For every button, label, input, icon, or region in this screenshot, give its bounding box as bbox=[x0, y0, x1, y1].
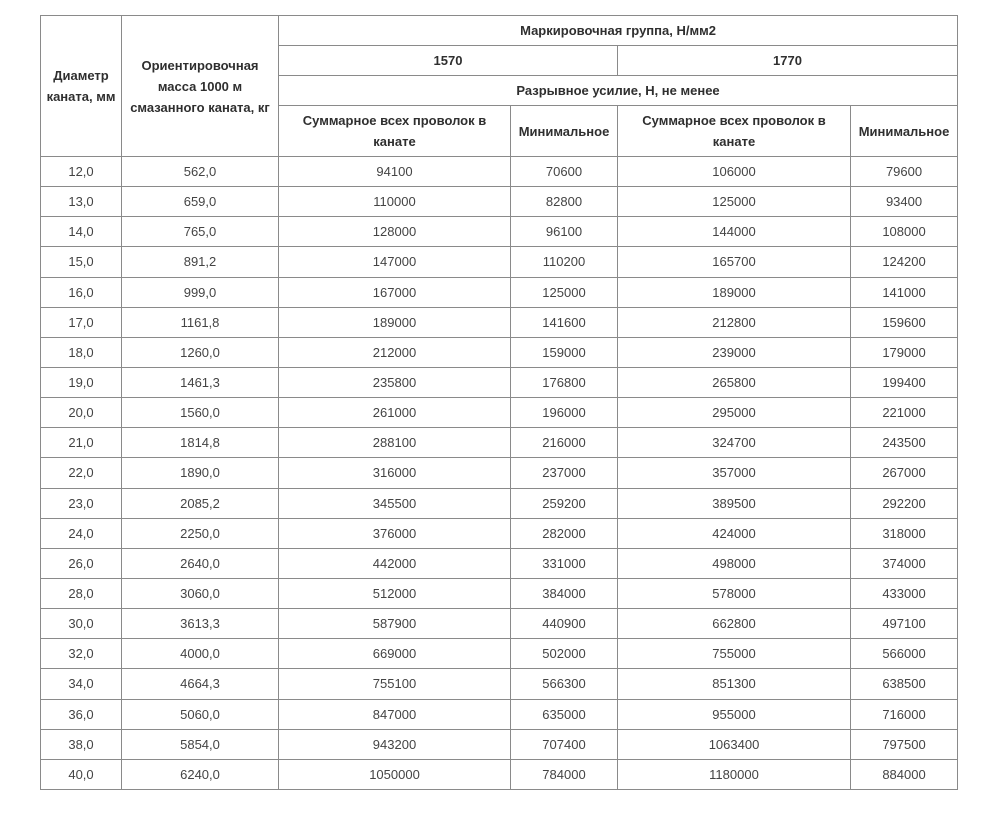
cell-min-1570: 707400 bbox=[511, 729, 618, 759]
cell-mass: 1161,8 bbox=[122, 307, 279, 337]
cell-diameter: 12,0 bbox=[41, 157, 122, 187]
cell-diameter: 15,0 bbox=[41, 247, 122, 277]
cell-total-1770: 1063400 bbox=[618, 729, 851, 759]
cell-min-1570: 282000 bbox=[511, 518, 618, 548]
cell-min-1570: 216000 bbox=[511, 428, 618, 458]
table-row bbox=[41, 428, 958, 458]
cell-min-1570: 96100 bbox=[511, 217, 618, 247]
table-row bbox=[41, 157, 958, 187]
header-min-1570: Минимальное bbox=[511, 106, 618, 157]
cell-diameter: 23,0 bbox=[41, 488, 122, 518]
cell-diameter: 26,0 bbox=[41, 548, 122, 578]
cell-total-1570: 512000 bbox=[279, 578, 511, 608]
cell-min-1770: 199400 bbox=[851, 367, 958, 397]
cell-min-1570: 259200 bbox=[511, 488, 618, 518]
cell-min-1570: 331000 bbox=[511, 548, 618, 578]
cell-min-1570: 159000 bbox=[511, 337, 618, 367]
cell-min-1770: 79600 bbox=[851, 157, 958, 187]
table-row bbox=[41, 669, 958, 699]
cell-diameter: 24,0 bbox=[41, 518, 122, 548]
cell-mass: 999,0 bbox=[122, 277, 279, 307]
table-row bbox=[41, 609, 958, 639]
cell-total-1770: 851300 bbox=[618, 669, 851, 699]
cell-total-1570: 110000 bbox=[279, 187, 511, 217]
cell-diameter: 34,0 bbox=[41, 669, 122, 699]
cell-min-1770: 179000 bbox=[851, 337, 958, 367]
table-row bbox=[41, 217, 958, 247]
table-header bbox=[41, 16, 958, 157]
cell-total-1770: 662800 bbox=[618, 609, 851, 639]
cell-total-1570: 189000 bbox=[279, 307, 511, 337]
cell-min-1570: 110200 bbox=[511, 247, 618, 277]
cell-total-1770: 578000 bbox=[618, 578, 851, 608]
cell-min-1570: 566300 bbox=[511, 669, 618, 699]
table-row bbox=[41, 337, 958, 367]
table-row bbox=[41, 488, 958, 518]
cell-total-1770: 265800 bbox=[618, 367, 851, 397]
cell-min-1770: 566000 bbox=[851, 639, 958, 669]
cell-min-1770: 243500 bbox=[851, 428, 958, 458]
cell-mass: 2640,0 bbox=[122, 548, 279, 578]
cell-min-1570: 502000 bbox=[511, 639, 618, 669]
table-row bbox=[41, 398, 958, 428]
cell-total-1570: 847000 bbox=[279, 699, 511, 729]
cell-diameter: 32,0 bbox=[41, 639, 122, 669]
cell-diameter: 16,0 bbox=[41, 277, 122, 307]
table-row bbox=[41, 367, 958, 397]
cell-total-1570: 345500 bbox=[279, 488, 511, 518]
cell-min-1770: 797500 bbox=[851, 729, 958, 759]
table-row bbox=[41, 307, 958, 337]
cell-total-1570: 128000 bbox=[279, 217, 511, 247]
cell-min-1770: 433000 bbox=[851, 578, 958, 608]
cell-total-1570: 235800 bbox=[279, 367, 511, 397]
table-row bbox=[41, 548, 958, 578]
cell-total-1770: 424000 bbox=[618, 518, 851, 548]
cell-total-1770: 324700 bbox=[618, 428, 851, 458]
cell-total-1770: 212800 bbox=[618, 307, 851, 337]
cell-total-1770: 295000 bbox=[618, 398, 851, 428]
cell-min-1570: 784000 bbox=[511, 759, 618, 789]
cell-diameter: 17,0 bbox=[41, 307, 122, 337]
cell-min-1770: 716000 bbox=[851, 699, 958, 729]
table-row bbox=[41, 578, 958, 608]
cell-min-1770: 124200 bbox=[851, 247, 958, 277]
cell-total-1770: 106000 bbox=[618, 157, 851, 187]
table-row bbox=[41, 187, 958, 217]
cell-total-1770: 189000 bbox=[618, 277, 851, 307]
cell-total-1770: 955000 bbox=[618, 699, 851, 729]
cell-total-1570: 288100 bbox=[279, 428, 511, 458]
cell-total-1770: 755000 bbox=[618, 639, 851, 669]
cell-mass: 3613,3 bbox=[122, 609, 279, 639]
cell-min-1770: 141000 bbox=[851, 277, 958, 307]
table-row bbox=[41, 247, 958, 277]
cell-total-1570: 755100 bbox=[279, 669, 511, 699]
cell-diameter: 21,0 bbox=[41, 428, 122, 458]
header-group-1570: 1570 bbox=[279, 46, 618, 76]
cell-diameter: 18,0 bbox=[41, 337, 122, 367]
cell-mass: 562,0 bbox=[122, 157, 279, 187]
cell-min-1570: 635000 bbox=[511, 699, 618, 729]
cell-min-1570: 237000 bbox=[511, 458, 618, 488]
cell-mass: 4664,3 bbox=[122, 669, 279, 699]
table-row bbox=[41, 277, 958, 307]
cell-mass: 765,0 bbox=[122, 217, 279, 247]
cell-diameter: 40,0 bbox=[41, 759, 122, 789]
header-total-1570: Суммарное всех проволок в канате bbox=[279, 106, 511, 157]
cell-total-1570: 587900 bbox=[279, 609, 511, 639]
cell-total-1570: 212000 bbox=[279, 337, 511, 367]
cell-mass: 1461,3 bbox=[122, 367, 279, 397]
cell-diameter: 19,0 bbox=[41, 367, 122, 397]
header-group-1770: 1770 bbox=[618, 46, 958, 76]
cell-min-1770: 884000 bbox=[851, 759, 958, 789]
cell-diameter: 36,0 bbox=[41, 699, 122, 729]
cell-total-1570: 261000 bbox=[279, 398, 511, 428]
cell-min-1570: 70600 bbox=[511, 157, 618, 187]
cell-diameter: 38,0 bbox=[41, 729, 122, 759]
cell-total-1570: 94100 bbox=[279, 157, 511, 187]
cell-diameter: 22,0 bbox=[41, 458, 122, 488]
cell-min-1570: 125000 bbox=[511, 277, 618, 307]
cell-mass: 3060,0 bbox=[122, 578, 279, 608]
cell-mass: 5060,0 bbox=[122, 699, 279, 729]
cell-mass: 6240,0 bbox=[122, 759, 279, 789]
cell-total-1770: 1180000 bbox=[618, 759, 851, 789]
cell-mass: 1890,0 bbox=[122, 458, 279, 488]
cell-total-1570: 376000 bbox=[279, 518, 511, 548]
cell-min-1770: 221000 bbox=[851, 398, 958, 428]
cell-total-1570: 943200 bbox=[279, 729, 511, 759]
header-breaking-force: Разрывное усилие, Н, не менее bbox=[279, 76, 958, 106]
header-mass: Ориентировочная масса 1000 м смазанного каната, кг bbox=[122, 16, 279, 157]
cell-min-1770: 638500 bbox=[851, 669, 958, 699]
cell-min-1570: 196000 bbox=[511, 398, 618, 428]
cell-total-1570: 167000 bbox=[279, 277, 511, 307]
header-diameter: Диаметр каната, мм bbox=[41, 16, 122, 157]
cell-mass: 1814,8 bbox=[122, 428, 279, 458]
cell-min-1770: 292200 bbox=[851, 488, 958, 518]
table-row bbox=[41, 639, 958, 669]
rope-specs-table bbox=[40, 15, 958, 790]
cell-mass: 1260,0 bbox=[122, 337, 279, 367]
cell-diameter: 30,0 bbox=[41, 609, 122, 639]
cell-diameter: 13,0 bbox=[41, 187, 122, 217]
table-row bbox=[41, 458, 958, 488]
cell-diameter: 20,0 bbox=[41, 398, 122, 428]
cell-total-1770: 357000 bbox=[618, 458, 851, 488]
cell-mass: 2250,0 bbox=[122, 518, 279, 548]
header-min-1770: Минимальное bbox=[851, 106, 958, 157]
cell-total-1770: 165700 bbox=[618, 247, 851, 277]
cell-min-1570: 141600 bbox=[511, 307, 618, 337]
cell-min-1570: 440900 bbox=[511, 609, 618, 639]
cell-total-1770: 389500 bbox=[618, 488, 851, 518]
table-body bbox=[41, 157, 958, 790]
cell-mass: 2085,2 bbox=[122, 488, 279, 518]
table-row bbox=[41, 699, 958, 729]
cell-min-1570: 384000 bbox=[511, 578, 618, 608]
header-total-1770: Суммарное всех проволок в канате bbox=[618, 106, 851, 157]
cell-mass: 5854,0 bbox=[122, 729, 279, 759]
cell-min-1770: 497100 bbox=[851, 609, 958, 639]
table-row bbox=[41, 518, 958, 548]
table-row bbox=[41, 759, 958, 789]
cell-min-1770: 267000 bbox=[851, 458, 958, 488]
cell-total-1570: 147000 bbox=[279, 247, 511, 277]
cell-diameter: 28,0 bbox=[41, 578, 122, 608]
cell-min-1570: 82800 bbox=[511, 187, 618, 217]
cell-total-1570: 442000 bbox=[279, 548, 511, 578]
cell-min-1770: 159600 bbox=[851, 307, 958, 337]
cell-min-1770: 318000 bbox=[851, 518, 958, 548]
cell-total-1770: 239000 bbox=[618, 337, 851, 367]
cell-total-1770: 125000 bbox=[618, 187, 851, 217]
cell-min-1770: 108000 bbox=[851, 217, 958, 247]
cell-total-1770: 498000 bbox=[618, 548, 851, 578]
cell-mass: 891,2 bbox=[122, 247, 279, 277]
cell-total-1570: 1050000 bbox=[279, 759, 511, 789]
header-marking-group: Маркировочная группа, Н/мм2 bbox=[279, 16, 958, 46]
cell-total-1570: 669000 bbox=[279, 639, 511, 669]
cell-total-1570: 316000 bbox=[279, 458, 511, 488]
cell-min-1570: 176800 bbox=[511, 367, 618, 397]
cell-total-1770: 144000 bbox=[618, 217, 851, 247]
cell-mass: 4000,0 bbox=[122, 639, 279, 669]
table-row bbox=[41, 729, 958, 759]
cell-mass: 659,0 bbox=[122, 187, 279, 217]
cell-diameter: 14,0 bbox=[41, 217, 122, 247]
cell-min-1770: 374000 bbox=[851, 548, 958, 578]
cell-mass: 1560,0 bbox=[122, 398, 279, 428]
cell-min-1770: 93400 bbox=[851, 187, 958, 217]
